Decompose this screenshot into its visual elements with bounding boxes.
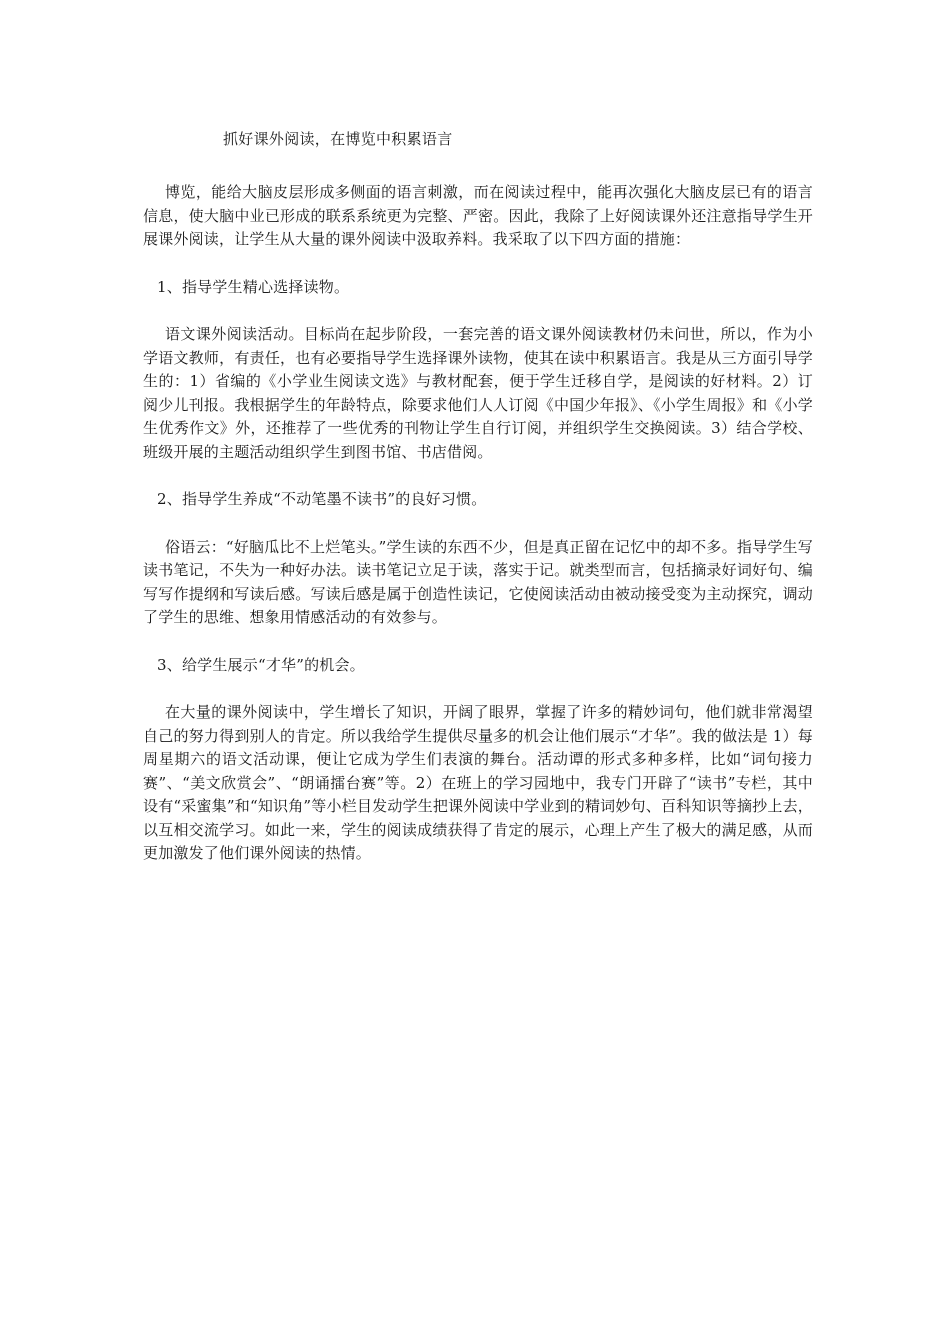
section-2-heading: 2、指导学生养成“不动笔墨不读书”的良好习惯。 <box>157 490 487 508</box>
section-1-heading: 1、指导学生精心选择读物。 <box>157 277 350 296</box>
section-2-body: 俗语云：“好脑瓜比不上烂笔头。”学生读的东西不少，但是真正留在记忆中的却不多。指导学生写读书笔记，不失为一种好办法。读书笔记立足于读，落实于记。就类型而言，包括摘录好词好句、编写写作提纲和写读后感。写读后感是属于创造性读记，它使阅读活动由被动接受变为主动探究，调动了学生的思维、想象用情感活动的有效参与。 <box>143 537 813 626</box>
document-title: 抓好课外阅读，在博览中积累语言 <box>223 130 453 148</box>
section-1-body: 语文课外阅读活动。目标尚在起步阶段，一套完善的语文课外阅读教材仍未问世，所以，作为小学语文教师，有责任，也有必要指导学生选择课外读物，使其在读中积累语言。我是从三方面引导学生的：1）省编的《小学业生阅读文选》与教材配套，便于学生迁移自学，是阅读的好材料。2）订阅少儿刊报。我根据学生的年龄特点，除要求他们人人订阅《中国少年报》、《小学生周报》和《小学生优秀作文》外，还推荐了一些优秀的刊物让学生自行订阅，并组织学生交换阅读。3）结合学校、班级开展的主题活动组织学生到图书馆、书店借阅。 <box>143 325 813 461</box>
section-3-heading: 3、给学生展示“才华”的机会。 <box>157 655 365 674</box>
document-page <box>143 126 813 890</box>
section-3-body: 在大量的课外阅读中，学生增长了知识，开阔了眼界，掌握了许多的精妙词句，他们就非常渴望自己的努力得到别人的肯定。所以我给学生提供尽量多的机会让他们展示“才华”。我的做法是 1）每周星期六的语文活动课，便让它成为学生们表演的舞台。活动谭的形式多种多样，比如“词句接力赛”、“美文欣赏会”、“朗诵擂台赛”等。2）在班上的学习园地中，我专门开辟了“读书”专栏，其中设有“采蜜集”和“知识角”等小栏目发动学生把课外阅读中学业到的精词妙句、百科知识等摘抄上去，以互相交流学习。如此一来，学生的阅读成绩获得了肯定的展示，心理上产生了极大的满足感，从而更加激发了他们课外阅读的热情。 <box>143 703 813 862</box>
intro-paragraph: 博览，能给大脑皮层形成多侧面的语言刺激，而在阅读过程中，能再次强化大脑皮层已有的语言信息，使大脑中业已形成的联系系统更为完整、严密。因此，我除了上好阅读课外还注意指导学生开展课外阅读，让学生从大量的课外阅读中汲取养料。我采取了以下四方面的措施： <box>143 183 813 248</box>
